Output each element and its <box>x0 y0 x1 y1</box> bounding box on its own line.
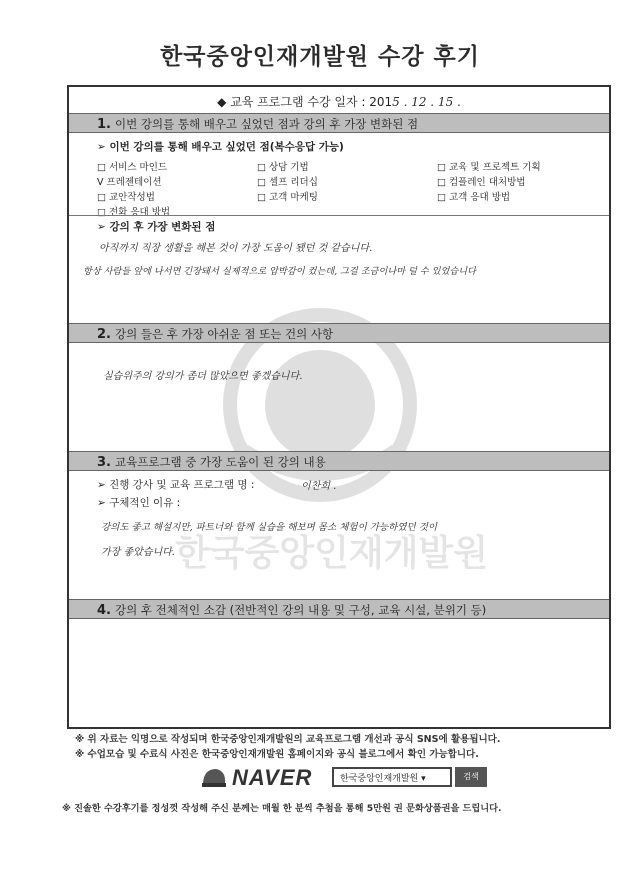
section-2-title: 강의 들은 후 가장 아쉬운 점 또는 건의 사항 <box>114 327 334 341</box>
note-1: ※ 위 자료는 익명으로 작성되며 한국중앙인재개발원의 교육프로그램 개선과 공식 SNS에 활용됩니다. <box>75 734 501 745</box>
section-1-number: 1. <box>97 117 111 132</box>
section-2-number: 2. <box>97 327 111 342</box>
section-3-line2: ➢ 구체적인 이유 : <box>97 497 181 509</box>
answer-3b: 가장 좋았습니다. <box>101 547 175 558</box>
answer-1a: 아직까지 직장 생활을 해본 것이 가장 도움이 됐던 것 같습니다. <box>99 243 373 254</box>
option-self-leadership[interactable]: □ 셀프 리더십 <box>257 177 318 188</box>
answer-1b: 항상 사람들 앞에 나서면 긴장돼서 실제적으로 압박감이 컸는데, 그걸 조금이나마 덜 수 있었습니다 <box>83 266 476 277</box>
answer-2: 실습위주의 강의가 좀더 많았으면 좋겠습니다. <box>103 371 303 382</box>
option-complaint[interactable]: □ 컴플레인 대처방법 <box>437 177 526 188</box>
naver-logo: NAVER <box>232 765 313 790</box>
option-service-mind[interactable]: □ 서비스 마인드 <box>97 162 168 173</box>
instructor-name: 이찬희 . <box>301 481 337 492</box>
search-button[interactable]: 검색 <box>455 767 487 787</box>
option-phone-response[interactable]: □ 전화 응대 방법 <box>97 207 171 218</box>
review-form <box>67 85 611 729</box>
section-4-title: 강의 후 전체적인 소감 (전반적인 강의 내용 및 구성, 교육 시설, 분위기 등) <box>114 603 487 617</box>
page-title: 한국중앙인재개발원 수강 후기 <box>160 44 480 70</box>
naver-helmet-icon <box>200 765 228 791</box>
section-1-header <box>69 113 609 133</box>
section-3-title: 교육프로그램 중 가장 도움이 된 강의 내용 <box>114 455 326 469</box>
note-2: ※ 수업모습 및 수료식 사진은 한국중앙인재개발원 홈페이지와 공식 블로그에서 확인 가능합니다. <box>75 749 479 760</box>
section-3-line1: ➢ 진행 강사 및 교육 프로그램 명 : <box>97 479 255 491</box>
option-presentation[interactable]: V 프레젠테이션 <box>97 177 162 188</box>
option-counseling[interactable]: □ 상담 기법 <box>257 162 309 173</box>
section-2-header <box>69 323 609 343</box>
option-marketing[interactable]: □ 고객 마케팅 <box>257 192 318 203</box>
footer-note: ※ 진솔한 수강후기를 정성껏 작성해 주신 분께는 매월 한 분씩 추첨을 통해 5만원 권 문화상품권을 드립니다. <box>62 803 502 814</box>
date-value: 5 . 12 . 15 . <box>392 95 461 109</box>
divider <box>69 215 609 216</box>
section-3-number: 3. <box>97 455 111 470</box>
answer-3a: 강의도 좋고 해설지만, 파트너와 함께 실습을 해보며 몸소 체험이 가능하였던 것이 <box>101 522 438 533</box>
section-1-title: 이번 강의를 통해 배우고 싶었던 점과 강의 후 가장 변화된 점 <box>114 117 419 131</box>
section-3-header <box>69 451 609 471</box>
section-4-number: 4. <box>97 603 111 618</box>
date-label: ◆ 교육 프로그램 수강 일자 : 201 <box>217 95 393 109</box>
option-education-planning[interactable]: □ 교육 및 프로젝트 기획 <box>437 162 541 173</box>
section-1-sub2: ➢ 강의 후 가장 변화된 점 <box>97 221 216 233</box>
watermark-text: 한국중앙인재개발원 <box>175 533 488 574</box>
option-customer-response[interactable]: □ 고객 응대 방법 <box>437 192 511 203</box>
section-4-header <box>69 599 609 619</box>
option-lesson-plan[interactable]: □ 교안작성법 <box>97 192 155 203</box>
section-1-sub1: ➢ 이번 강의를 통해 배우고 싶었던 점(복수응답 가능) <box>97 141 344 153</box>
search-input[interactable]: 한국중앙인재개발원 ▾ <box>332 767 452 787</box>
